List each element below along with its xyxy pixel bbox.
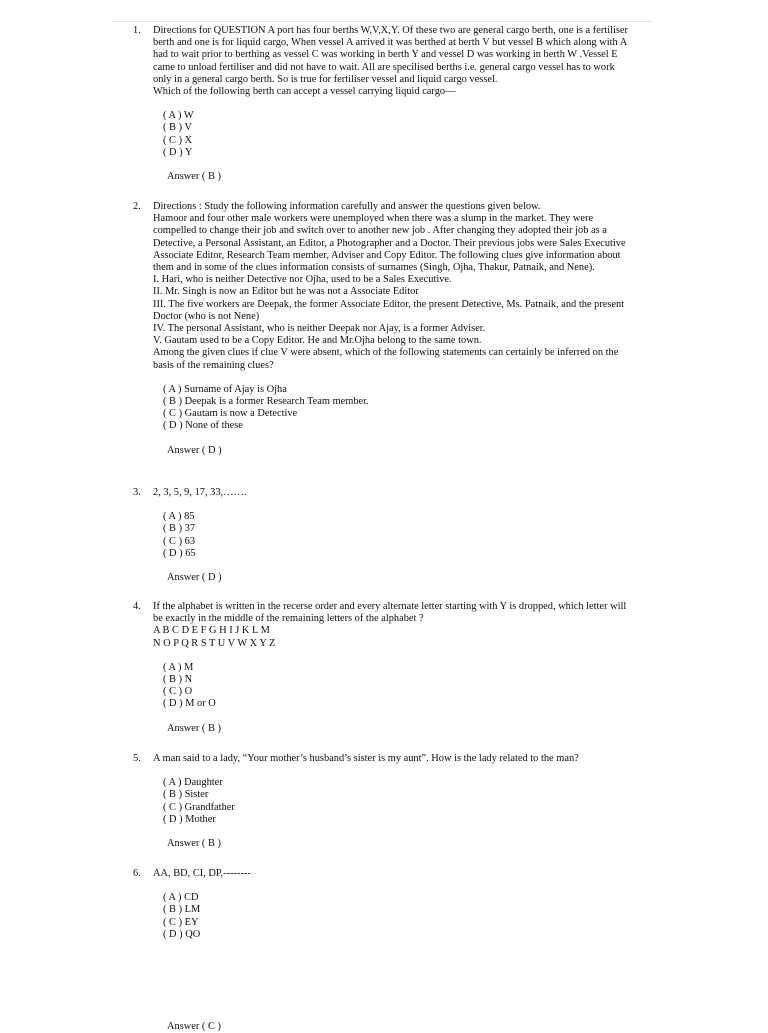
question-number: 2. <box>133 201 141 212</box>
option-d: ( D ) Mother <box>163 813 216 825</box>
option-d: ( D ) None of these <box>163 420 243 432</box>
question-6 <box>133 868 633 1033</box>
question-5 <box>133 753 633 850</box>
question-4 <box>133 601 633 735</box>
question-text: A man said to a lady, “Your mother’s husband’s sister is my aunt”. How is the lady related to the man? <box>153 753 579 764</box>
options-list <box>163 511 633 560</box>
option-c: ( C ) X <box>163 134 193 146</box>
answer-text: Answer ( D ) <box>167 572 222 584</box>
answer-text: Answer ( B ) <box>167 838 221 850</box>
options-list <box>163 110 633 159</box>
question-number: 4. <box>133 601 141 612</box>
option-d: ( D ) QO <box>163 928 201 940</box>
option-b: ( B ) N <box>163 674 193 686</box>
option-d: ( D ) M or O <box>163 698 216 710</box>
options-list <box>163 777 633 826</box>
option-d: ( D ) 65 <box>163 547 196 559</box>
option-a: ( A ) M <box>163 661 194 673</box>
question-text: 2, 3, 5, 9, 17, 33,……. <box>153 487 247 498</box>
option-c: ( C ) EY <box>163 916 199 928</box>
option-b: ( B ) Deepak is a former Research Team member. <box>163 396 369 408</box>
options-list <box>163 892 633 941</box>
option-a: ( A ) W <box>163 110 194 122</box>
question-number: 5. <box>133 753 141 764</box>
option-c: ( C ) 63 <box>163 535 196 547</box>
option-a: ( A ) Daughter <box>163 777 223 789</box>
question-text: Directions : Study the following information carefully and answer the questions given below. Hamoor and four other male workers were unemployed when there was a slump in the market. They were compelled to change their job and switch over to another new job . After changing they adopted their job as a Detective, a Personal Assistant, an Editor, a Photographer and a Doctor. Their previous jobs were Sales Executive Associate Editor, Research Team member, Adviser and Copy Editor. The following clues give information about them and in some of the clues information consists of surnames (Singh, Ojha, Thakur, Patnaik, and Nene). I. Hari, who is neither Detective nor Ojha, used to be a Sales Executive. II. Mr. Singh is now an Editor but he was not a Associate Editor III. The five workers are Deepak, the former Associate Editor, the present Detective, Ms. Patnaik, and the present Doctor (who is not Nene) IV. The personal Assistant, who is neither Deepak nor Ajay, is a former Adviser. V. Gautam used to be a Copy Editor. He and Mr.Ojha belong to the same town. Among the given clues if clue V were absent, which of the following statements can certainly be inferred on the basis of the remaining clues? <box>153 201 626 371</box>
option-b: ( B ) LM <box>163 904 201 916</box>
answer-text: Answer ( B ) <box>167 171 221 183</box>
option-a: ( A ) 85 <box>163 511 195 523</box>
options-list <box>163 384 633 433</box>
answer-text: Answer ( C ) <box>167 1021 221 1033</box>
question-3 <box>133 487 633 584</box>
question-1 <box>133 25 633 183</box>
option-a: ( A ) CD <box>163 892 199 904</box>
question-text: AA, BD, CI, DP,-------- <box>153 868 251 879</box>
question-text: If the alphabet is written in the recerse order and every alternate letter starting with Y is dropped, which letter will be exactly in the middle of the remaining letters of the alphabet ? A B C D E F G H I J K L M N O P Q R S T U V W X Y Z <box>153 601 627 649</box>
options-list <box>163 662 633 711</box>
option-b: ( B ) 37 <box>163 523 196 535</box>
option-a: ( A ) Surname of Ajay is Ojha <box>163 383 287 395</box>
top-rule <box>112 21 652 22</box>
question-number: 1. <box>133 25 141 36</box>
option-c: ( C ) Gautam is now a Detective <box>163 408 298 420</box>
option-b: ( B ) Sister <box>163 789 209 801</box>
option-b: ( B ) V <box>163 122 192 134</box>
question-number: 3. <box>133 487 141 498</box>
question-text: Directions for QUESTION A port has four berths W,V,X,Y. Of these two are general cargo berth, one is a fertiliser berth and one is for liquid cargo, When vessel A arrived it was berthed at berth V but vessel B which along with A had to wait prior to berthing as vessel C was working in berth Y and vessel D was working in berth W .Vessel E came to unload fertiliser and did not have to wait. All are specilised berths i.e. general cargo vessel has to work only in a general cargo berth. So is true for fertiliser vessel and liquid cargo vessel. Which of the following berth can accept a vessel carrying liquid cargo— <box>153 25 628 98</box>
answer-text: Answer ( B ) <box>167 722 221 734</box>
question-2 <box>133 201 633 457</box>
question-number: 6. <box>133 868 141 879</box>
option-c: ( C ) O <box>163 686 193 698</box>
option-c: ( C ) Grandfather <box>163 801 235 813</box>
option-d: ( D ) Y <box>163 146 193 158</box>
answer-text: Answer ( D ) <box>167 444 222 456</box>
